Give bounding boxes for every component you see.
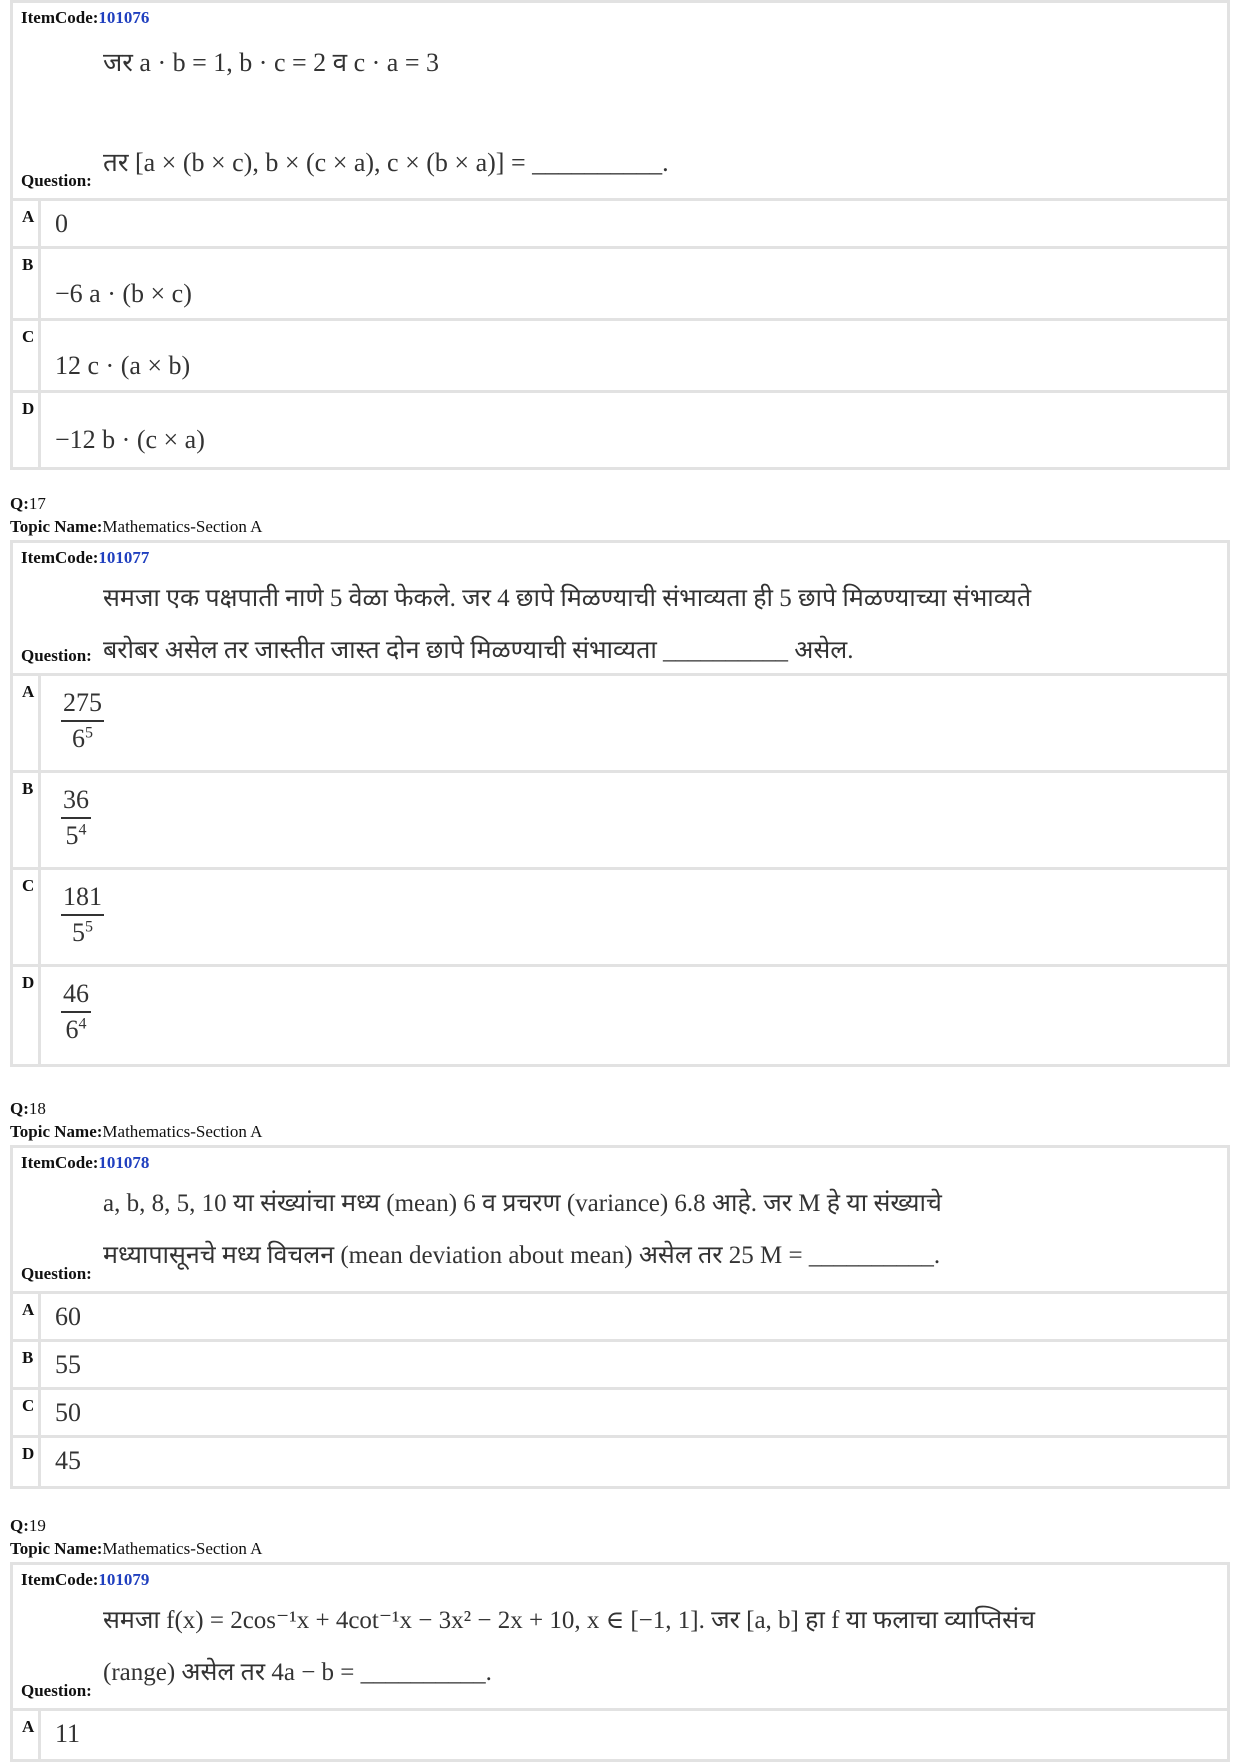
question-line-1: a, b, 8, 5, 10 या संख्यांचा मध्य (mean) 6 व प्रचरण (variance) 6.8 आहे. जर M हे या संख्याचे (103, 1190, 942, 1217)
question-19-header (13, 1565, 1227, 1711)
option-value (61, 979, 91, 1045)
question-16-header (13, 3, 1227, 201)
den-exponent: 5 (85, 724, 93, 742)
topic-name (10, 1539, 262, 1559)
item-code-label: ItemCode: (21, 548, 99, 567)
topic-name (10, 517, 262, 537)
option-letter: C (13, 321, 41, 390)
option-d[interactable] (13, 1438, 1227, 1486)
option-value (61, 688, 104, 754)
topic-label: Topic Name: (10, 1122, 103, 1141)
option-value (61, 882, 104, 948)
option-letter: A (13, 1711, 41, 1759)
question-line-2: (range) असेल तर 4a − b = __________. (103, 1659, 492, 1686)
question-18-header (13, 1148, 1227, 1294)
item-code-value: 101076 (98, 8, 150, 27)
q-label: Q: (10, 1099, 29, 1118)
question-number (10, 1516, 46, 1536)
option-value (61, 785, 91, 851)
den-base: 5 (65, 821, 79, 850)
topic-label: Topic Name: (10, 517, 103, 536)
option-a[interactable] (13, 1711, 1227, 1759)
question-16-block (10, 0, 1230, 470)
question-label: Question: (21, 171, 92, 190)
fraction (61, 688, 104, 754)
question-19-block (10, 1562, 1230, 1762)
item-code (21, 548, 149, 568)
q-number: 18 (28, 1099, 46, 1118)
item-code-value: 101077 (98, 548, 150, 567)
question-line-1: समजा f(x) = 2cos⁻¹x + 4cot⁻¹x − 3x² − 2x + 10, x ∈ [−1, 1]. जर [a, b] हा f या फलाचा व्याप्तिसंच (103, 1607, 1035, 1634)
question-18-text (103, 1178, 1217, 1282)
option-b[interactable] (13, 773, 1227, 870)
den-base: 6 (65, 1015, 79, 1044)
option-d[interactable] (13, 393, 1227, 467)
option-b[interactable] (13, 249, 1227, 321)
option-letter: A (13, 676, 41, 770)
question-label: Question: (21, 646, 92, 665)
question-19-text (103, 1595, 1217, 1699)
option-value: −12 b · (c × a) (55, 425, 205, 454)
option-letter: D (13, 393, 41, 467)
option-letter: C (13, 1390, 41, 1435)
item-code (21, 8, 149, 28)
option-letter: D (13, 1438, 41, 1486)
item-code (21, 1153, 149, 1173)
fraction (61, 882, 104, 948)
item-code-label: ItemCode: (21, 1570, 99, 1589)
numerator: 275 (61, 688, 104, 722)
den-base: 5 (72, 918, 85, 947)
question-17-header (13, 543, 1227, 676)
option-a[interactable] (13, 676, 1227, 773)
option-a[interactable] (13, 1294, 1227, 1342)
denominator (61, 916, 104, 948)
option-letter: C (13, 870, 41, 964)
topic-name (10, 1122, 262, 1142)
q-label: Q: (10, 494, 29, 513)
question-16-text (103, 31, 1217, 195)
option-value: −6 a · (b × c) (55, 279, 192, 308)
question-17-text (103, 573, 1217, 677)
question-line-1: जर a · b = 1, b · c = 2 व c · a = 3 (103, 48, 440, 77)
item-code (21, 1570, 149, 1590)
option-letter: B (13, 773, 41, 867)
option-value: 11 (55, 1719, 81, 1748)
option-c[interactable] (13, 1390, 1227, 1438)
den-exponent: 5 (85, 918, 93, 936)
option-letter: A (13, 1294, 41, 1339)
option-letter: D (13, 967, 41, 1064)
question-line-2: बरोबर असेल तर जास्तीत जास्त दोन छापे मिळण्याची संभाव्यता __________ असेल. (103, 637, 854, 664)
question-label: Question: (21, 1264, 92, 1283)
option-letter: B (13, 249, 41, 318)
question-number (10, 1099, 46, 1119)
den-base: 6 (72, 724, 85, 753)
option-b[interactable] (13, 1342, 1227, 1390)
numerator: 46 (61, 979, 91, 1013)
den-exponent: 4 (78, 1015, 87, 1033)
topic-value: Mathematics-Section A (102, 517, 263, 536)
item-code-value: 101079 (98, 1570, 150, 1589)
q-label: Q: (10, 1516, 29, 1535)
topic-value: Mathematics-Section A (102, 1539, 263, 1558)
numerator: 181 (61, 882, 104, 916)
numerator: 36 (61, 785, 91, 819)
option-value: 0 (55, 209, 68, 238)
item-code-label: ItemCode: (21, 8, 99, 27)
den-exponent: 4 (78, 821, 87, 839)
item-code-value: 101078 (98, 1153, 150, 1172)
option-d[interactable] (13, 967, 1227, 1064)
option-letter: B (13, 1342, 41, 1387)
question-label: Question: (21, 1681, 92, 1700)
denominator (61, 819, 91, 851)
question-line-1: समजा एक पक्षपाती नाणे 5 वेळा फेकले. जर 4 छापे मिळण्याची संभाव्यता ही 5 छापे मिळण्याच्या संभाव्यते (103, 585, 1032, 612)
option-a[interactable] (13, 201, 1227, 249)
question-line-2: मध्यापासूनचे मध्य विचलन (mean deviation about mean) असेल तर 25 M = __________. (103, 1242, 941, 1269)
denominator (61, 1013, 91, 1045)
option-value: 45 (55, 1446, 81, 1475)
question-line-2: तर [a × (b × c), b × (c × a), c × (b × a)] = __________. (103, 148, 669, 177)
option-c[interactable] (13, 870, 1227, 967)
item-code-label: ItemCode: (21, 1153, 99, 1172)
topic-label: Topic Name: (10, 1539, 103, 1558)
option-letter: A (13, 201, 41, 246)
option-c[interactable] (13, 321, 1227, 393)
option-value: 60 (55, 1302, 81, 1331)
topic-value: Mathematics-Section A (102, 1122, 263, 1141)
denominator (61, 722, 104, 754)
question-number (10, 494, 46, 514)
q-number: 19 (28, 1516, 46, 1535)
question-18-block (10, 1145, 1230, 1489)
question-17-block (10, 540, 1230, 1067)
option-value: 50 (55, 1398, 81, 1427)
fraction (61, 785, 91, 851)
fraction (61, 979, 91, 1045)
option-value: 12 c · (a × b) (55, 351, 191, 380)
option-value: 55 (55, 1350, 81, 1379)
q-number: 17 (28, 494, 46, 513)
